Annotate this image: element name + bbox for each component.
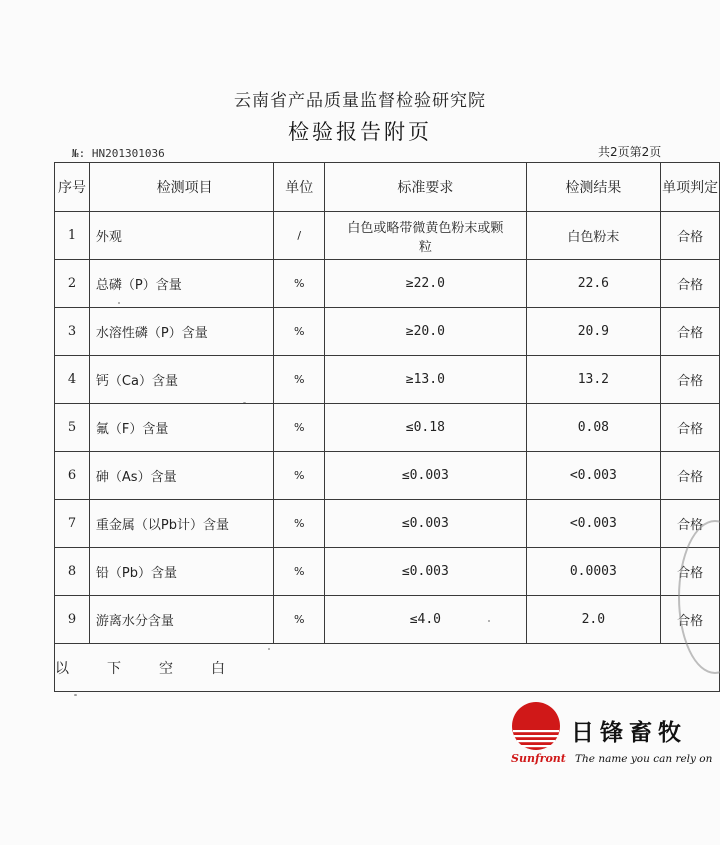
row-standard: ≤4.0 xyxy=(325,596,526,644)
row-result: 白色粉末 xyxy=(526,212,661,260)
logo-wave-line xyxy=(517,740,555,742)
row-standard: ≤0.003 xyxy=(325,500,526,548)
header-unit: 单位 xyxy=(274,163,325,212)
row-judgement: 合格 xyxy=(661,500,720,548)
report-number: №: HN201301036 xyxy=(72,147,165,160)
blank-note: 以下空白 xyxy=(55,644,720,692)
table-row xyxy=(55,212,720,260)
row-unit: % xyxy=(274,500,325,548)
row-item: 重金属（以Pb计）含量 xyxy=(89,500,273,548)
table-row xyxy=(55,500,720,548)
row-standard: ≤0.18 xyxy=(325,404,526,452)
table-row xyxy=(55,548,720,596)
table-row xyxy=(55,308,720,356)
row-result: 0.08 xyxy=(526,404,661,452)
logo-chinese-name: 日锋畜牧 xyxy=(571,720,687,746)
row-unit: % xyxy=(274,356,325,404)
logo-slogan: The name you can rely on xyxy=(575,753,713,765)
row-unit: % xyxy=(274,596,325,644)
row-unit: / xyxy=(274,212,325,260)
row-standard: ≤0.003 xyxy=(325,548,526,596)
row-item: 铅（Pb）含量 xyxy=(89,548,273,596)
row-standard: ≥22.0 xyxy=(325,260,526,308)
row-unit: % xyxy=(274,404,325,452)
row-judgement: 合格 xyxy=(661,356,720,404)
institute-name: 云南省产品质量监督检验研究院 xyxy=(234,91,486,111)
logo-wave-line xyxy=(521,745,551,747)
page-info: 共2页第2页 xyxy=(598,145,662,159)
row-result: 22.6 xyxy=(526,260,661,308)
row-standard: ≥20.0 xyxy=(325,308,526,356)
row-judgement: 合格 xyxy=(661,548,720,596)
row-result: <0.003 xyxy=(526,500,661,548)
header-standard: 标准要求 xyxy=(325,163,526,212)
row-judgement: 合格 xyxy=(661,452,720,500)
row-judgement: 合格 xyxy=(661,260,720,308)
row-no: 1 xyxy=(55,212,90,260)
row-item: 游离水分含量 xyxy=(89,596,273,644)
row-no: 7 xyxy=(55,500,90,548)
row-no: 6 xyxy=(55,452,90,500)
table-row xyxy=(55,596,720,644)
row-no: 5 xyxy=(55,404,90,452)
logo-english-name: Sunfront xyxy=(511,752,566,765)
row-judgement: 合格 xyxy=(661,404,720,452)
row-unit: % xyxy=(274,308,325,356)
row-result: 0.0003 xyxy=(526,548,661,596)
row-item: 砷（As）含量 xyxy=(89,452,273,500)
row-no: 4 xyxy=(55,356,90,404)
table-row xyxy=(55,404,720,452)
row-unit: % xyxy=(274,260,325,308)
row-item: 水溶性磷（P）含量 xyxy=(89,308,273,356)
row-item: 氟（F）含量 xyxy=(89,404,273,452)
logo-sun-disc xyxy=(512,702,560,750)
table-header-row xyxy=(55,163,720,212)
row-result: <0.003 xyxy=(526,452,661,500)
table-row xyxy=(55,452,720,500)
row-judgement: 合格 xyxy=(661,308,720,356)
logo-wave-line xyxy=(513,730,559,732)
sunrise-logo-icon xyxy=(505,700,567,756)
row-unit: % xyxy=(274,548,325,596)
row-no: 8 xyxy=(55,548,90,596)
header-no: 序号 xyxy=(55,163,90,212)
table-row xyxy=(55,356,720,404)
row-standard: ≥13.0 xyxy=(325,356,526,404)
row-standard: ≤0.003 xyxy=(325,452,526,500)
row-item: 总磷（P）含量 xyxy=(89,260,273,308)
row-item: 钙（Ca）含量 xyxy=(89,356,273,404)
row-result: 13.2 xyxy=(526,356,661,404)
inspection-results-table xyxy=(54,162,720,692)
row-judgement: 合格 xyxy=(661,212,720,260)
row-no: 2 xyxy=(55,260,90,308)
row-judgement: 合格 xyxy=(661,596,720,644)
company-logo xyxy=(505,700,713,780)
header-judgement: 单项判定 xyxy=(661,163,720,212)
row-no: 3 xyxy=(55,308,90,356)
table-row xyxy=(55,260,720,308)
header-item: 检测项目 xyxy=(89,163,273,212)
scan-speck xyxy=(74,694,77,696)
logo-wave-line xyxy=(514,735,558,737)
blank-row xyxy=(55,644,720,692)
row-result: 2.0 xyxy=(526,596,661,644)
row-result: 20.9 xyxy=(526,308,661,356)
header-result: 检测结果 xyxy=(526,163,661,212)
row-standard: 白色或略带微黄色粉末或颗粒 xyxy=(325,212,526,260)
row-item: 外观 xyxy=(89,212,273,260)
row-unit: % xyxy=(274,452,325,500)
row-no: 9 xyxy=(55,596,90,644)
document-title: 检验报告附页 xyxy=(288,120,432,144)
